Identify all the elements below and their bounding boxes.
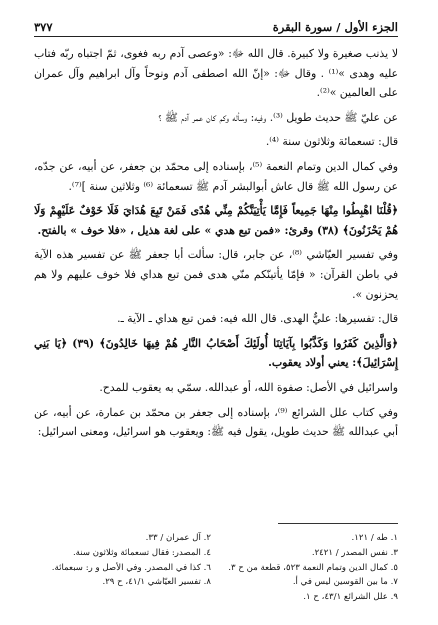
footnote: ٩. علل الشرائع ٤٣/١، ح ١.: [303, 592, 398, 603]
footnote: ٧. ما بين القوسين ليس في أ.: [292, 577, 398, 588]
footnote: ٢. آل عمران / ٣٣.: [145, 533, 211, 543]
running-header: [34, 16, 398, 37]
footnotes: [34, 531, 398, 605]
paragraph: قال: تفسيرها: عليٌّ الهدى. قال الله فيه: فمن تبع هداي ـ الآية ـ.: [117, 312, 398, 326]
footnote: ٣. نفس المصدر / ٢٤٢١.: [311, 547, 398, 558]
paragraph: عن عليّ ﷺ حديث طويل ⁽³⁾. وفيه: وسأله وكم كان عمر آدم ﷺ ؟: [158, 110, 398, 124]
paragraph: واسرائيل في الأصل: صفوة الله، أو عبدالله. سمّي به يعقوب للمدح.: [99, 380, 398, 394]
footnote: ٦. كذا في المصدر. وفي الأصل و ر: سبعمائة.: [51, 562, 211, 573]
quran-verse-paragraph: ﴿وَالَّذِينَ كَفَرُوا وَكَذَّبُوا بِآيَاتِنَا أُولَئِكَ أَصْحَابُ النَّارِ هُمْ فِيهَا خَالِدُونَ﴾ (٣٩) ﴿يَا بَنِي إِسْرَائِيلَ﴾: يعني أولاد يعقوب.: [34, 336, 398, 370]
paragraph: وفي تفسير العيّاشي ⁽⁸⁾، عن جابر، قال: سألت أبا جعفر ﷺ عن تفسير هذه الآية في باطن القرآن: « فإمّا يأتينّكم منّي هدى فمن تبع هداي فلا خوف عليهم ولا هم يحزنون ».: [34, 248, 398, 301]
paragraph: لا يذنب صغيرة ولا كبيرة. قال الله ﷻ: «وعصى آدم ربه فغوى، ثمّ اجتباه ربّه فتاب عليه وهدى »⁽¹⁾ . وقال ﷻ: «إنّ الله اصطفى آدم ونوحاً وآل ابراهيم وآل عمران على العالمين »⁽²⁾.: [34, 47, 398, 100]
footnote-divider: [278, 523, 398, 524]
footnote: ٨. تفسير العيّاشي ٤١/١، ح ٢٩.: [102, 577, 211, 588]
footnote: ١. طه / ١٢١.: [351, 533, 398, 543]
paragraph: قال: تسعمائة وثلاثون سنة ⁽⁴⁾.: [265, 135, 398, 149]
paragraph: وفي كمال الدين وتمام النعمة ⁽⁵⁾، بإسناده إلى محمّد بن جعفر، عن أبيه، عن جدّه، عن رسول الله ﷺ قال عاش أبوالبشر آدم ﷺ تسعمائة ⁽⁶⁾ وثلاثين سنة ]⁽⁷⁾.: [34, 159, 398, 193]
running-title: الجزء الأول / سورة البقرة: [272, 20, 398, 34]
footnote: ٤. المصدر: فقال تسعمائة وثلاثون سنة.: [72, 547, 211, 558]
footnote: ٥. كمال الدين وتمام النعمة ٥٢٣، قطعة من ح ٣.: [228, 562, 398, 573]
quran-verse-paragraph: ﴿قُلْنَا اهْبِطُوا مِنْهَا جَمِيعاً فَإِمَّا يَأْتِيَنَّكُمْ مِنِّي هُدًى فَمَنْ تَبِعَ هُدَايَ فَلَا خَوْفٌ عَلَيْهِمْ وَلَا هُمْ يَحْزَنُونَ﴾ (٣٨) وقرئ: «فمن تبع هدي » على لغة هذيل ، «فلا خوف » بالفتح.: [34, 204, 398, 237]
main-text: [34, 44, 398, 447]
paragraph: وفي كتاب علل الشرائع ⁽⁹⁾، بإسناده إلى جعفر بن محمّد بن عمارة، عن أبيه، عن أبي عبدالله ﷺ حديث طويل، يقول فيه ﷺ: ويعقوب هو اسرائيل، ومعنى اسرائيل:: [34, 405, 398, 439]
page-number: ٣٧٧: [34, 20, 53, 34]
